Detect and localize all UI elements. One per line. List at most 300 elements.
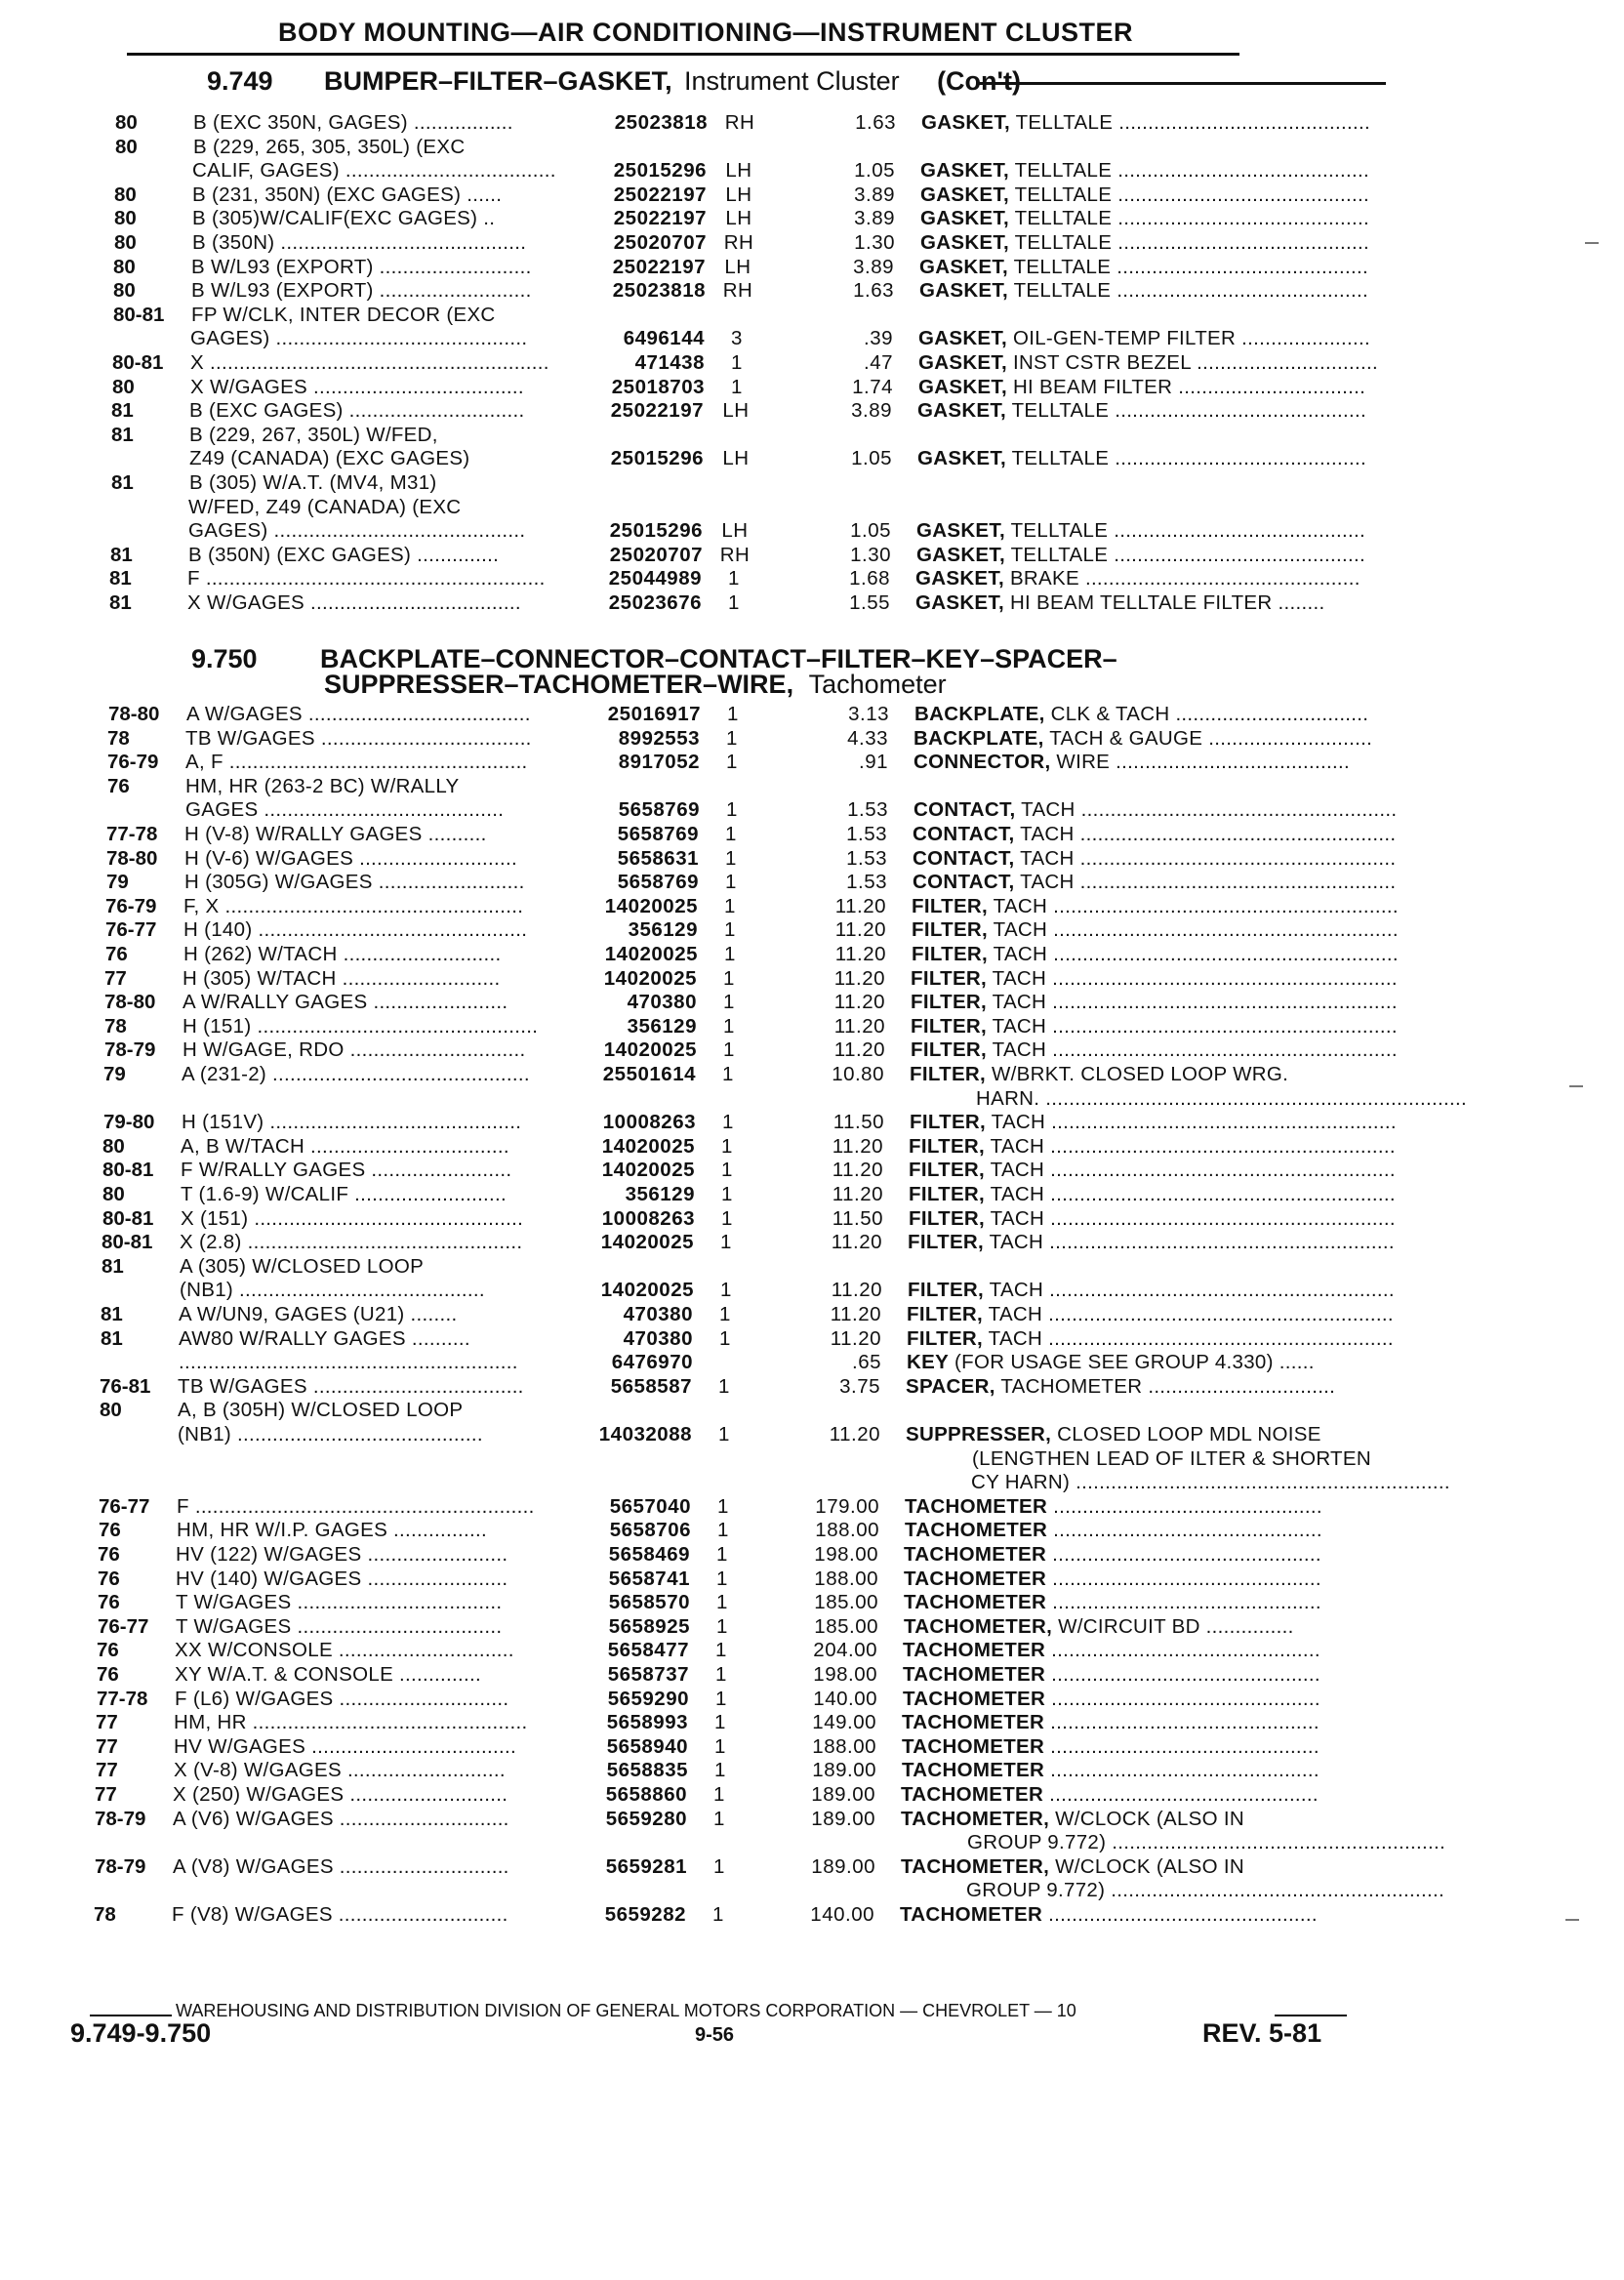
quantity-cell: 1 [716, 1614, 728, 1638]
part-number-cell: 5658477 [607, 1639, 689, 1662]
description-name: GASKET, [917, 447, 1006, 470]
price-cell: 1.68 [849, 567, 890, 590]
quantity-cell: 1 [725, 871, 737, 894]
description-detail: TACH ........................................................... [986, 1111, 1397, 1134]
model-cell: X .......................................................... [190, 351, 549, 374]
price-cell: 11.20 [834, 943, 886, 965]
description-cell [909, 1183, 1469, 1206]
description-name: TACHOMETER [905, 1519, 1048, 1542]
description-cell [907, 1327, 1467, 1351]
part-number-cell: 14020025 [600, 1279, 694, 1302]
quantity-cell: 1 [726, 726, 738, 750]
model-cell: X (151) .............................................. [181, 1206, 524, 1230]
description-cell [915, 591, 1476, 615]
description-name: TACHOMETER [902, 1711, 1045, 1734]
footer-section-range: 9.749-9.750 [70, 2018, 212, 2048]
year-cell: 76 [105, 943, 128, 965]
year-cell: 78 [94, 1903, 116, 1926]
description-name: GASKET, [915, 567, 1004, 590]
model-cell: B (350N) .......................................... [192, 231, 527, 254]
table-row [109, 567, 1495, 590]
quantity-cell: LH [722, 399, 750, 423]
model-cell: B (229, 267, 350L) W/FED, [189, 423, 438, 446]
year-cell: 80-81 [102, 1206, 154, 1230]
quantity-cell: LH [724, 255, 751, 278]
model-cell: X W/GAGES .................................... [187, 591, 521, 614]
description-cell [904, 1543, 1464, 1567]
footer-rule-left [90, 2015, 172, 2016]
description-cell [908, 1279, 1468, 1302]
description-name: FILTER, [909, 1206, 986, 1230]
table-row [105, 918, 1491, 942]
table-row [106, 871, 1492, 894]
model-cell: H W/GAGE, RDO .............................. [183, 1038, 526, 1062]
description-detail: TELLTALE ........................................... [1005, 399, 1367, 423]
year-cell: 81 [111, 399, 134, 423]
description-name: CONNECTOR, [914, 751, 1051, 774]
quantity-cell: RH [719, 543, 751, 566]
price-cell: 1.05 [851, 447, 892, 470]
description-name: FILTER, [912, 894, 989, 917]
quantity-cell: 1 [720, 1231, 732, 1254]
quantity-cell: 1 [726, 798, 738, 822]
price-cell: 3.89 [853, 255, 894, 278]
quantity-cell: 1 [724, 918, 736, 942]
price-cell: 11.20 [832, 1159, 883, 1182]
part-number-cell: 25023676 [608, 591, 702, 614]
table-row [103, 1063, 1489, 1086]
table-row [108, 703, 1494, 726]
price-cell: 11.20 [833, 1014, 885, 1038]
quantity-cell: 1 [731, 351, 743, 374]
table-row [105, 943, 1491, 966]
part-number-cell: 25023818 [612, 279, 706, 303]
description-name: TACHOMETER, [904, 1614, 1053, 1638]
description-detail: TELLTALE ........................................... [1004, 543, 1366, 566]
price-cell: 1.53 [846, 823, 887, 845]
model-cell: H (V-8) W/RALLY GAGES .......... [184, 823, 487, 845]
description-detail: TELLTALE ........................................... [1009, 111, 1371, 134]
price-cell: 185.00 [814, 1591, 878, 1614]
description-detail: .............................................. [1043, 1783, 1319, 1806]
table-row [97, 1663, 1482, 1687]
table-row [100, 1375, 1485, 1399]
description-detail: HI BEAM FILTER ................................ [1006, 375, 1366, 398]
price-cell: 1.63 [853, 279, 894, 303]
part-number-cell: 5658769 [617, 823, 699, 845]
year-cell: 77-78 [106, 823, 158, 845]
section-number: 9.750 [191, 644, 258, 673]
description-cell [966, 1879, 1460, 1902]
year-cell: 76 [98, 1543, 120, 1566]
model-cell: T W/GAGES ................................... [176, 1591, 503, 1614]
description-detail: BRAKE ............................................... [1003, 567, 1360, 590]
description-cell [904, 1615, 1464, 1639]
model-cell: A (231-2) ............................................ [182, 1063, 530, 1085]
quantity-cell: 1 [712, 1903, 724, 1926]
description-cell [909, 1207, 1469, 1231]
model-cell: X (250) W/GAGES ........................... [173, 1783, 508, 1806]
model-cell: F, X ................................................... [183, 894, 524, 917]
part-number-cell: 14020025 [600, 1231, 694, 1254]
price-cell: 1.53 [847, 798, 888, 822]
description-detail: W/CLOCK (ALSO IN [1049, 1807, 1244, 1830]
quantity-cell: 1 [713, 1854, 725, 1878]
year-cell: 81 [111, 471, 134, 494]
description-detail: .............................................. [1046, 1591, 1321, 1614]
year-cell: 78-79 [104, 1038, 156, 1062]
quantity-cell: 1 [715, 1687, 727, 1710]
year-cell: 81 [110, 543, 133, 566]
part-number-cell: 5658706 [609, 1519, 691, 1542]
table-row [103, 1087, 1489, 1111]
description-cell [919, 279, 1480, 303]
table-row [103, 1111, 1489, 1134]
quantity-cell: 1 [718, 1423, 730, 1445]
description-detail: TACH ........................................................... [983, 1303, 1394, 1325]
table-row [107, 727, 1493, 751]
table-row [113, 279, 1499, 303]
description-name: GASKET, [916, 543, 1005, 566]
table-row [101, 1351, 1486, 1374]
model-cell: T W/GAGES ................................... [176, 1614, 503, 1638]
part-number-cell: 25020707 [609, 543, 703, 566]
model-cell: HM, HR (263-2 BC) W/RALLY [185, 774, 460, 797]
description-cell [912, 943, 1472, 966]
quantity-cell: LH [722, 447, 750, 470]
model-cell: (NB1) .......................................... [180, 1279, 485, 1302]
description-cell [908, 1231, 1468, 1254]
model-cell: A (V6) W/GAGES ............................. [173, 1807, 509, 1830]
quantity-cell: 1 [721, 1134, 733, 1158]
quantity-cell: 1 [717, 1519, 729, 1542]
table-row [111, 471, 1497, 495]
description-cell [901, 1808, 1461, 1831]
model-cell: A (V8) W/GAGES ............................. [173, 1854, 509, 1878]
model-cell: A (305) W/CLOSED LOOP [180, 1254, 425, 1278]
description-name: FILTER, [907, 1303, 984, 1325]
description-cell [914, 703, 1475, 726]
price-cell: 11.20 [831, 1279, 882, 1302]
description-cell [914, 727, 1474, 751]
part-number-cell: 5659280 [605, 1807, 687, 1830]
part-number-cell: 25023818 [614, 111, 708, 134]
part-number-cell: 25501614 [602, 1063, 696, 1085]
section-heading-9750-line2 [324, 670, 947, 700]
model-cell: W/FED, Z49 (CANADA) (EXC [188, 495, 462, 518]
year-cell: 80 [115, 135, 138, 158]
price-cell: 1.63 [855, 111, 896, 134]
table-row [96, 1759, 1482, 1782]
part-number-cell: 25020707 [613, 231, 707, 254]
price-cell: 1.05 [854, 159, 895, 183]
description-detail: HARN. ........................................................................ [976, 1086, 1467, 1110]
description-detail: TACH ........................................................... [988, 918, 1399, 942]
section-name: BUMPER–FILTER–GASKET, [324, 66, 672, 96]
year-cell: 78-79 [95, 1807, 146, 1830]
description-detail: .............................................. [1044, 1759, 1320, 1782]
description-name: FILTER, [909, 1183, 986, 1205]
year-cell: 76-77 [99, 1494, 150, 1518]
description-detail: TACH ........................................................... [985, 1159, 1396, 1182]
year-cell: 80 [115, 111, 138, 134]
table-row [99, 1471, 1484, 1494]
model-cell: HM, HR ............................................... [174, 1711, 528, 1734]
model-cell: HV W/GAGES ................................... [174, 1734, 516, 1758]
description-name: GASKET, [918, 327, 1007, 350]
description-detail: TELLTALE ........................................... [1008, 183, 1370, 206]
description-detail: TELLTALE ........................................... [1005, 447, 1367, 470]
price-cell: .39 [864, 327, 893, 350]
table-row [106, 823, 1492, 846]
part-number-cell: 14020025 [603, 966, 697, 990]
table-row [94, 1879, 1480, 1902]
price-cell: 188.00 [814, 1567, 878, 1590]
part-number-cell: 5658860 [605, 1783, 687, 1806]
quantity-cell: 1 [721, 1183, 733, 1205]
description-cell [909, 1135, 1469, 1159]
description-name: FILTER, [910, 1063, 987, 1085]
model-cell: B (231, 350N) (EXC GAGES) ...... [192, 183, 503, 206]
description-name: SPACER, [906, 1374, 995, 1398]
part-number-cell: 5658769 [617, 871, 699, 894]
scan-mark [1565, 1919, 1579, 1921]
description-cell [912, 918, 1472, 942]
part-number-cell: 5659282 [604, 1903, 686, 1926]
table-row [114, 159, 1500, 183]
table-row [114, 183, 1500, 207]
description-detail: TELLTALE ........................................... [1008, 231, 1370, 254]
description-detail: TACH ........................................................... [987, 991, 1398, 1014]
model-cell: F (V8) W/GAGES ............................. [172, 1903, 508, 1926]
model-cell: A, B W/TACH .................................. [181, 1134, 509, 1158]
description-name: FILTER, [909, 1134, 986, 1158]
table-row [111, 447, 1497, 470]
price-cell: 11.20 [833, 1038, 885, 1062]
model-cell: A W/RALLY GAGES ....................... [183, 991, 508, 1014]
description-detail: GROUP 9.772) ......................................................... [966, 1879, 1444, 1902]
description-detail: TACH ........................................................... [987, 966, 1398, 990]
year-cell: 77-78 [97, 1687, 148, 1710]
description-name: FILTER, [907, 1326, 984, 1350]
model-cell: B W/L93 (EXPORT) .......................... [191, 279, 532, 303]
description-detail: TELLTALE ........................................... [1007, 255, 1369, 278]
year-cell: 81 [109, 591, 132, 614]
footer-division: WAREHOUSING AND DISTRIBUTION DIVISION OF GENERAL MOTORS CORPORATION — CHEVROLET — 10 [176, 2001, 1076, 2020]
year-cell: 76 [97, 1639, 119, 1662]
table-row [99, 1495, 1484, 1519]
description-detail: W/CIRCUIT BD ............... [1052, 1614, 1294, 1638]
price-cell: 1.30 [850, 543, 891, 566]
description-cell [920, 159, 1481, 183]
year-cell: 76 [98, 1567, 120, 1590]
quantity-cell: 1 [728, 591, 740, 614]
quantity-cell: 3 [731, 327, 743, 350]
year-cell: 81 [102, 1254, 124, 1278]
quantity-cell: 1 [720, 1279, 732, 1302]
model-cell: H (140) .............................................. [183, 918, 528, 942]
part-number-cell: 25022197 [613, 183, 707, 206]
year-cell: 76 [97, 1663, 119, 1686]
description-cell [918, 327, 1479, 350]
description-cell [909, 1159, 1469, 1182]
description-detail: CLK & TACH ................................. [1044, 703, 1369, 725]
description-detail: TELLTALE ........................................... [1008, 159, 1370, 183]
year-cell: 81 [111, 423, 134, 446]
description-cell [920, 183, 1481, 207]
description-detail: HI BEAM TELLTALE FILTER ........ [1003, 591, 1325, 614]
table-row [104, 967, 1490, 991]
model-cell: HV (122) W/GAGES ........................ [176, 1543, 508, 1566]
description-detail: OIL-GEN-TEMP FILTER ...................... [1006, 327, 1371, 350]
quantity-cell: 1 [721, 1206, 733, 1230]
model-cell: B (350N) (EXC GAGES) .............. [188, 543, 500, 566]
table-row [100, 1423, 1485, 1446]
description-detail: TACH ........................................................... [984, 1231, 1395, 1254]
year-cell: 80-81 [102, 1231, 153, 1254]
table-row [97, 1688, 1482, 1711]
description-cell [917, 447, 1478, 470]
year-cell: 79-80 [103, 1111, 155, 1134]
description-detail: TACH ........................................................... [985, 1183, 1396, 1205]
description-cell [901, 1783, 1461, 1807]
part-number-cell: 5658737 [607, 1663, 689, 1686]
description-name: FILTER, [908, 1231, 985, 1254]
part-number-cell: 14020025 [604, 894, 698, 917]
quantity-cell: 1 [725, 846, 737, 870]
part-number-cell: 470380 [623, 1326, 693, 1350]
price-cell: 11.20 [829, 1423, 880, 1445]
description-name: SUPPRESSER, [906, 1423, 1052, 1445]
description-detail: TELLTALE ........................................... [1008, 207, 1370, 230]
description-cell [907, 1351, 1467, 1374]
part-number-cell: 356129 [627, 1014, 697, 1038]
quantity-cell: 1 [722, 1111, 734, 1134]
description-detail: .............................................. [1046, 1543, 1321, 1566]
price-cell: 1.53 [846, 846, 887, 870]
description-name: FILTER, [911, 1038, 988, 1062]
year-cell: 81 [109, 567, 132, 590]
price-cell: 3.89 [854, 207, 895, 230]
model-cell: F W/RALLY GAGES ........................ [181, 1159, 512, 1182]
description-cell [900, 1903, 1460, 1927]
part-number-cell: 5658835 [606, 1759, 688, 1782]
table-row [111, 424, 1497, 447]
model-cell: X W/GAGES .................................... [190, 375, 524, 398]
quantity-cell: 1 [723, 966, 735, 990]
model-cell: B (EXC GAGES) .............................. [189, 399, 525, 423]
description-name: BACKPLATE, [914, 703, 1045, 725]
description-detail: TACH ........................................................... [985, 1206, 1396, 1230]
price-cell: 3.13 [848, 703, 889, 725]
quantity-cell: 1 [716, 1591, 728, 1614]
description-name: TACHOMETER [903, 1687, 1046, 1710]
price-cell: 198.00 [814, 1543, 878, 1566]
part-number-cell: 5658469 [608, 1543, 690, 1566]
description-name: GASKET, [920, 207, 1009, 230]
part-number-cell: 6496144 [623, 327, 705, 350]
section-subtitle: Instrument Cluster [684, 66, 900, 96]
model-cell: X (V-8) W/GAGES ........................... [174, 1759, 506, 1782]
model-cell: H (V-6) W/GAGES ........................... [184, 846, 517, 870]
part-number-cell: 6476970 [611, 1351, 693, 1374]
description-cell [904, 1568, 1464, 1591]
quantity-cell: LH [725, 159, 752, 183]
model-cell: B (305)W/CALIF(EXC GAGES) .. [192, 207, 496, 230]
description-detail: .............................................. [1045, 1639, 1320, 1662]
quantity-cell: LH [725, 207, 752, 230]
year-cell: 80-81 [113, 303, 165, 326]
table-row [95, 1783, 1481, 1807]
description-cell [905, 1495, 1465, 1519]
description-cell [910, 1063, 1470, 1086]
description-cell [921, 111, 1482, 135]
table-row [110, 496, 1496, 519]
description-cell [911, 1038, 1471, 1062]
year-cell: 80-81 [112, 351, 164, 374]
quantity-cell: 1 [719, 1326, 731, 1350]
description-detail: TACHOMETER ................................ [995, 1374, 1336, 1398]
description-detail: .............................................. [1047, 1494, 1322, 1518]
table-row [110, 544, 1496, 567]
model-cell: HV (140) W/GAGES ........................ [176, 1567, 508, 1590]
year-cell: 76-79 [105, 894, 157, 917]
year-cell: 78-79 [95, 1854, 146, 1878]
description-detail: .............................................. [1045, 1687, 1320, 1710]
description-name: TACHOMETER, [901, 1854, 1050, 1878]
description-name: FILTER, [910, 1111, 987, 1134]
year-cell: 77 [95, 1783, 117, 1806]
description-detail: .............................................. [1044, 1711, 1320, 1734]
price-cell: 3.89 [851, 399, 892, 423]
description-name: CONTACT, [913, 823, 1015, 845]
model-cell: T (1.6-9) W/CALIF .......................... [181, 1183, 508, 1205]
description-cell [905, 1519, 1465, 1542]
description-cell [967, 1831, 1461, 1854]
description-detail: TACH ...................................................... [1014, 871, 1397, 894]
model-cell: XX W/CONSOLE .............................. [175, 1639, 514, 1662]
description-cell [972, 1447, 1466, 1471]
description-cell [914, 751, 1474, 774]
quantity-cell: 1 [718, 1374, 730, 1398]
part-number-cell: 356129 [625, 1183, 695, 1205]
model-cell: Z49 (CANADA) (EXC GAGES) [189, 447, 470, 470]
part-number-cell: 14020025 [601, 1159, 695, 1182]
table-row [98, 1591, 1483, 1614]
model-cell: AW80 W/RALLY GAGES .......... [179, 1326, 470, 1350]
description-cell [906, 1423, 1466, 1446]
quantity-cell: 1 [728, 567, 740, 590]
section-subtitle: Tachometer [808, 670, 947, 699]
model-cell: A W/UN9, GAGES (U21) ........ [179, 1303, 458, 1325]
year-cell: 76 [98, 1591, 120, 1614]
description-detail: (LENGTHEN LEAD OF ILTER & SHORTEN [972, 1446, 1371, 1470]
year-cell: 78-80 [104, 991, 156, 1014]
table-row [112, 327, 1498, 350]
year-cell: 78-80 [106, 846, 158, 870]
model-cell: GAGES) ........................................... [188, 519, 526, 543]
price-cell: 185.00 [814, 1614, 878, 1638]
description-name: FILTER, [908, 1279, 985, 1302]
quantity-cell: 1 [724, 943, 736, 965]
description-name: GASKET, [915, 591, 1004, 614]
year-cell: 80 [114, 183, 137, 206]
table-row [102, 1135, 1488, 1159]
description-detail: .............................................. [1046, 1567, 1321, 1590]
price-cell: 3.89 [854, 183, 895, 206]
quantity-cell: LH [721, 519, 749, 543]
quantity-cell: 1 [714, 1734, 726, 1758]
